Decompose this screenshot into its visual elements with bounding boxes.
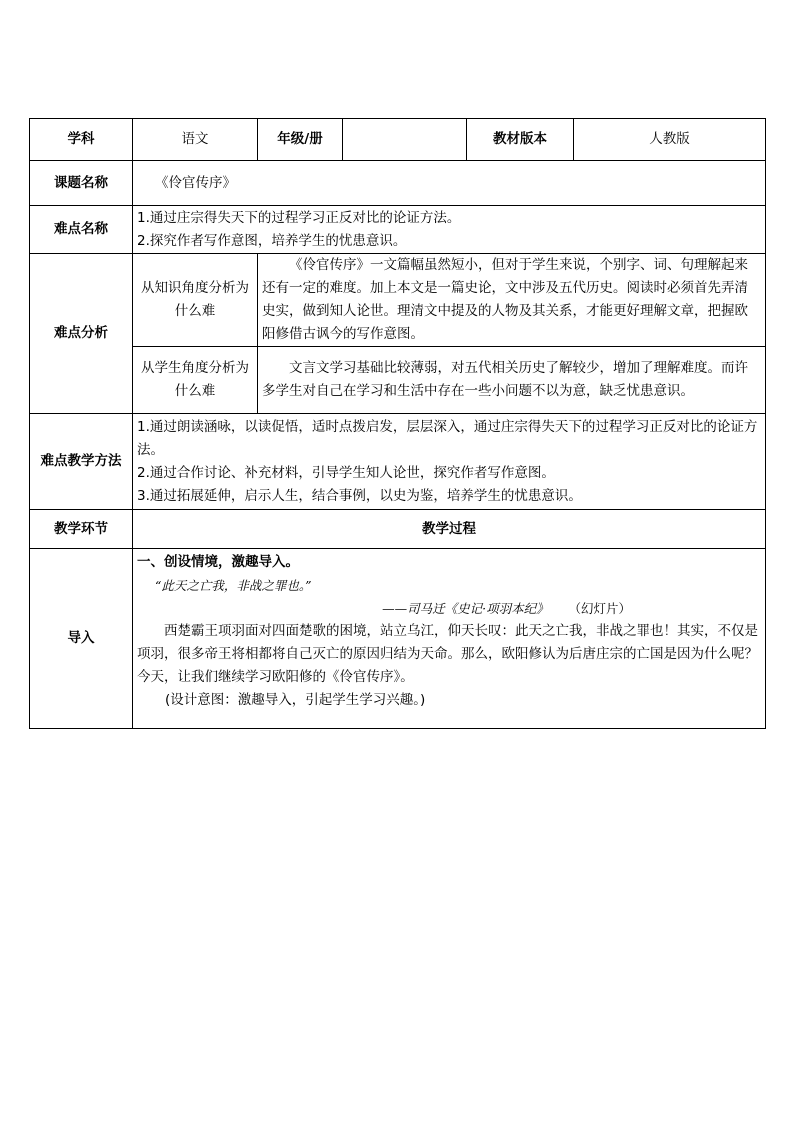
- intro-label: 导入: [30, 549, 133, 729]
- row-method: [30, 414, 766, 510]
- knowledge-label: 从知识角度分析为什么难: [133, 254, 258, 347]
- method-line: 3.通过拓展延伸，启示人生，结合事例，以史为鉴，培养学生的忧患意识。: [137, 487, 582, 504]
- knowledge-text: 《伶官传序》一文篇幅虽然短小，但对于学生来说，个别字、词、句理解起来还有一定的难度。加上本文是一篇史论，文中涉及五代历史。阅读时必须首先弄清史实，做到知人论世。理清文中提及的人物及其关系，才能更好理解文章，把握欧阳修借古讽今的写作意图。: [258, 254, 766, 347]
- intro-quote: “此天之亡我，非战之罪也。”: [155, 578, 312, 593]
- method-label: 难点教学方法: [30, 414, 133, 510]
- row-process-header: [30, 510, 766, 549]
- difficulty-line: 2.探究作者写作意图，培养学生的忧患意识。: [137, 232, 407, 249]
- intro-design-note: (设计意图：激趣导入，引起学生学习兴趣。): [165, 692, 426, 708]
- intro-heading: 一、创设情境，激趣导入。: [137, 554, 299, 570]
- difficulty-content: [133, 206, 766, 254]
- process-label: 教学过程: [133, 510, 766, 549]
- analysis-label: 难点分析: [30, 254, 133, 414]
- difficulty-label: 难点名称: [30, 206, 133, 254]
- method-line: 1.通过朗读涵咏，以读促悟，适时点拨启发，层层深入，通过庄宗得失天下的过程学习正反对比的论证方法。: [137, 418, 758, 458]
- row-topic: [30, 161, 766, 206]
- row-difficulty: [30, 206, 766, 254]
- intro-source-text: ——司马迁《史记·项羽本纪》: [382, 601, 549, 616]
- edition-value: 人教版: [574, 119, 766, 161]
- lesson-plan-table: [29, 118, 766, 729]
- intro-source: [137, 597, 761, 620]
- subject-value: 语文: [133, 119, 258, 161]
- row-basic-info: [30, 119, 766, 161]
- grade-value: [343, 119, 467, 161]
- difficulty-line: 1.通过庄宗得失天下的过程学习正反对比的论证方法。: [137, 209, 461, 226]
- row-analysis-knowledge: [30, 254, 766, 347]
- student-text: 文言文学习基础比较薄弱，对五代相关历史了解较少，增加了理解难度。而许多学生对自己在学习和生活中存在一些小问题不以为意，缺乏忧患意识。: [258, 347, 766, 414]
- student-label: 从学生角度分析为什么难: [133, 347, 258, 414]
- grade-label: 年级/册: [258, 119, 343, 161]
- topic-value: 《伶官传序》: [133, 161, 766, 206]
- intro-paragraph: 西楚霸王项羽面对四面楚歌的困境，站立乌江，仰天长叹：此天之亡我，非战之罪也！其实，不仅是项羽，很多帝王将相都将自己灭亡的原因归结为天命。那么，欧阳修认为后唐庄宗的亡国是因为什么呢？今天，让我们继续学习欧阳修的《伶官传序》。: [137, 623, 758, 685]
- intro-source-tag: （幻灯片）: [568, 601, 631, 616]
- topic-label: 课题名称: [30, 161, 133, 206]
- method-content: [133, 414, 766, 510]
- row-intro: [30, 549, 766, 729]
- subject-label: 学科: [30, 119, 133, 161]
- intro-content: [133, 549, 766, 729]
- row-analysis-student: [30, 347, 766, 414]
- stage-label: 教学环节: [30, 510, 133, 549]
- edition-label: 教材版本: [467, 119, 574, 161]
- method-line: 2.通过合作讨论、补充材料，引导学生知人论世，探究作者写作意图。: [137, 464, 555, 481]
